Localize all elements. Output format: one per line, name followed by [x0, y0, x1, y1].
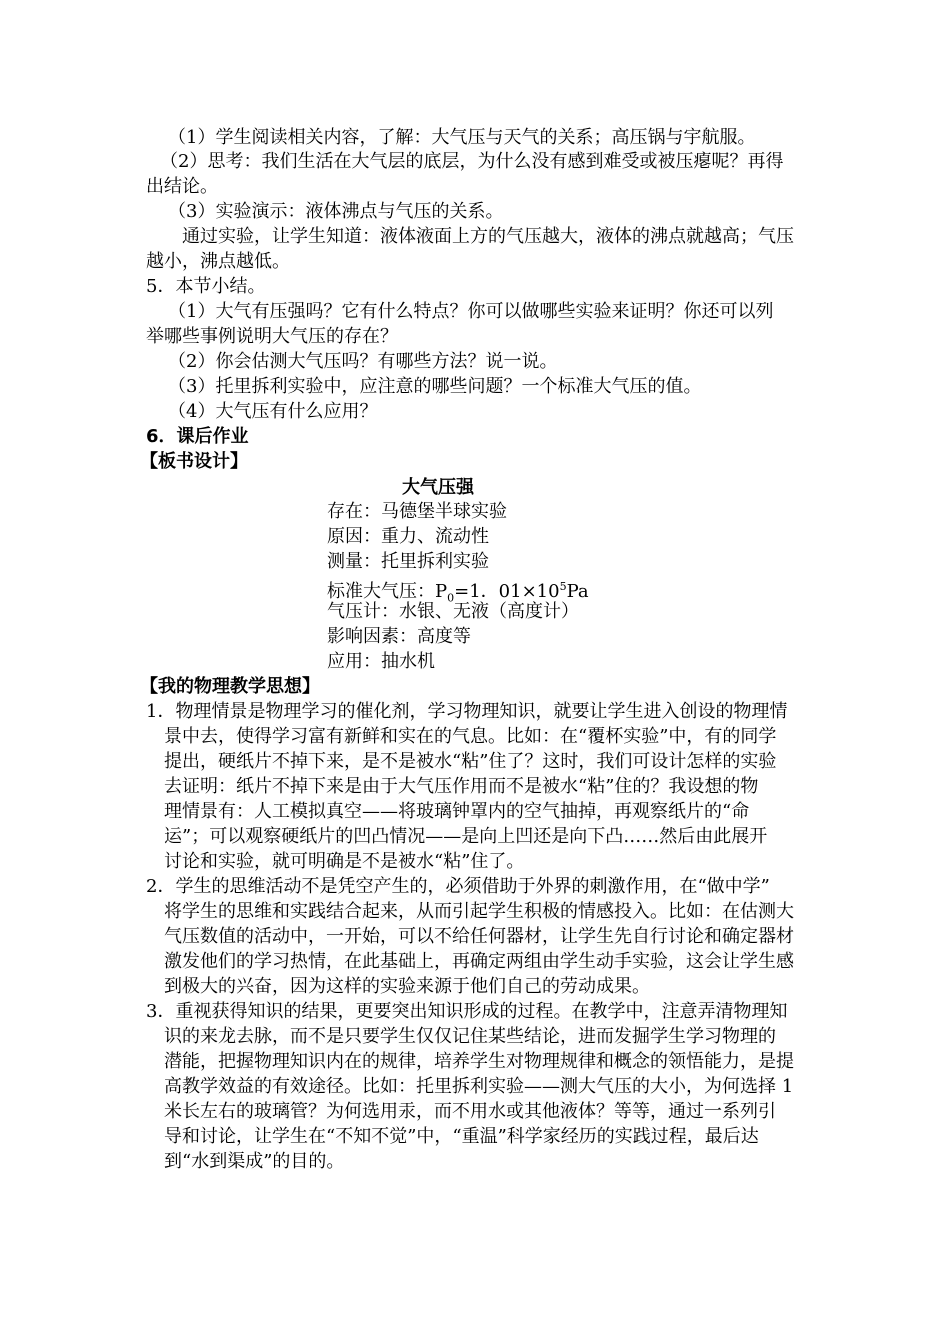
- paragraph-2-line-2: 出结论。: [146, 176, 218, 197]
- thought-3-line: 米长左右的玻璃管？为何选用汞，而不用水或其他液体？等等，通过一系列引: [164, 1101, 776, 1122]
- thought-1-line: 理情景有：人工模拟真空——将玻璃钟罩内的空气抽掉，再观察纸片的“命: [164, 801, 750, 822]
- section-6-heading: 6．课后作业: [146, 426, 249, 447]
- thought-3-line: 到“水到渠成”的目的。: [164, 1151, 345, 1172]
- paragraph-3: （3）实验演示：液体沸点与气压的关系。: [168, 201, 504, 222]
- thought-1-line: 运”；可以观察硬纸片的凹凸情况——是向上凹还是向下凸……然后由此展开: [164, 826, 768, 847]
- thought-1-line: 去证明：纸片不掉下来是由于大气压作用而不是被水“粘”住的？我设想的物: [164, 776, 759, 797]
- thought-3-line: 导和讨论，让学生在“不知不觉”中，“重温”科学家经历的实践过程，最后达: [164, 1126, 759, 1147]
- summary-question-1-line-1: （1）大气有压强吗？它有什么特点？你可以做哪些实验来证明？你还可以列: [168, 301, 774, 322]
- paragraph-2-line-1: （2）思考：我们生活在大气层的底层，为什么没有感到难受或被压瘪呢？再得: [160, 151, 784, 172]
- paragraph-4-line-1: 通过实验，让学生知道：液体液面上方的气压越大，液体的沸点就越高；气压: [182, 226, 794, 247]
- board-item-measurement: 测量：托里拆利实验: [327, 551, 489, 572]
- summary-question-2: （2）你会估测大气压吗？有哪些方法？说一说。: [168, 351, 558, 372]
- paragraph-4-line-2: 越小，沸点越低。: [146, 251, 290, 272]
- thought-1-line: 1．物理情景是物理学习的催化剂，学习物理知识，就要让学生进入创设的物理情: [146, 701, 788, 722]
- board-title: 大气压强: [402, 477, 474, 498]
- thought-3-line: 识的来龙去脉，而不是只要学生仅仅记住某些结论，进而发掘学生学习物理的: [164, 1026, 776, 1047]
- paragraph-1: （1）学生阅读相关内容，了解：大气压与天气的关系；高压锅与宇航服。: [168, 127, 756, 148]
- board-item-application: 应用：抽水机: [327, 651, 435, 672]
- thought-3-line: 潜能，把握物理知识内在的规律，培养学生对物理规律和概念的领悟能力，是提: [164, 1051, 794, 1072]
- thought-2-line: 到极大的兴奋，因为这样的实验来源于他们自己的劳动成果。: [164, 976, 650, 997]
- thought-2-line: 气压数值的活动中，一开始，可以不给任何器材，让学生先自行讨论和确定器材: [164, 926, 794, 947]
- teaching-thoughts-heading: 【我的物理教学思想】: [140, 676, 320, 697]
- board-design-heading: 【板书设计】: [140, 451, 248, 472]
- summary-question-1-line-2: 举哪些事例说明大气压的存在？: [146, 326, 398, 347]
- board-item-cause: 原因：重力、流动性: [327, 526, 489, 547]
- board-item-existence: 存在：马德堡半球实验: [327, 501, 507, 522]
- thought-3-line: 高教学效益的有效途径。比如：托里拆利实验——测大气压的大小，为何选择 1: [164, 1076, 794, 1097]
- std-value: =1．01×10: [454, 581, 560, 602]
- thought-1-line: 提出，硬纸片不掉下来，是不是被水“粘”住了？这时，我们可设计怎样的实验: [164, 751, 777, 772]
- thought-3-line: 3．重视获得知识的结果，更要突出知识形成的过程。在教学中，注意弄清物理知: [146, 1001, 788, 1022]
- board-item-factors: 影响因素：高度等: [327, 626, 471, 647]
- board-item-barometer: 气压计：水银、无液（高度计）: [327, 601, 579, 622]
- thought-2-line: 2．学生的思维活动不是凭空产生的，必须借助于外界的刺激作用，在“做中学”: [146, 876, 770, 897]
- thought-1-line: 景中去，使得学习富有新鲜和实在的气息。比如：在“覆杯实验”中，有的同学: [164, 726, 777, 747]
- std-superscript: 5: [559, 580, 567, 593]
- thought-2-line: 激发他们的学习热情，在此基础上，再确定两组由学生动手实验，这会让学生感: [164, 951, 794, 972]
- thought-2-line: 将学生的思维和实践结合起来，从而引起学生积极的情感投入。比如：在估测大: [164, 901, 794, 922]
- std-subscript: 0: [447, 591, 455, 605]
- summary-question-4: （4）大气压有什么应用？: [168, 401, 378, 422]
- thought-1-line: 讨论和实验，就可明确是不是被水“粘”住了。: [164, 851, 525, 872]
- std-unit: Pa: [566, 581, 589, 602]
- section-5-heading: 5．本节小结。: [146, 276, 266, 297]
- std-prefix: 标准大气压：P: [327, 581, 448, 602]
- summary-question-3: （3）托里拆利实验中，应注意的哪些问题？一个标准大气压的值。: [168, 376, 702, 397]
